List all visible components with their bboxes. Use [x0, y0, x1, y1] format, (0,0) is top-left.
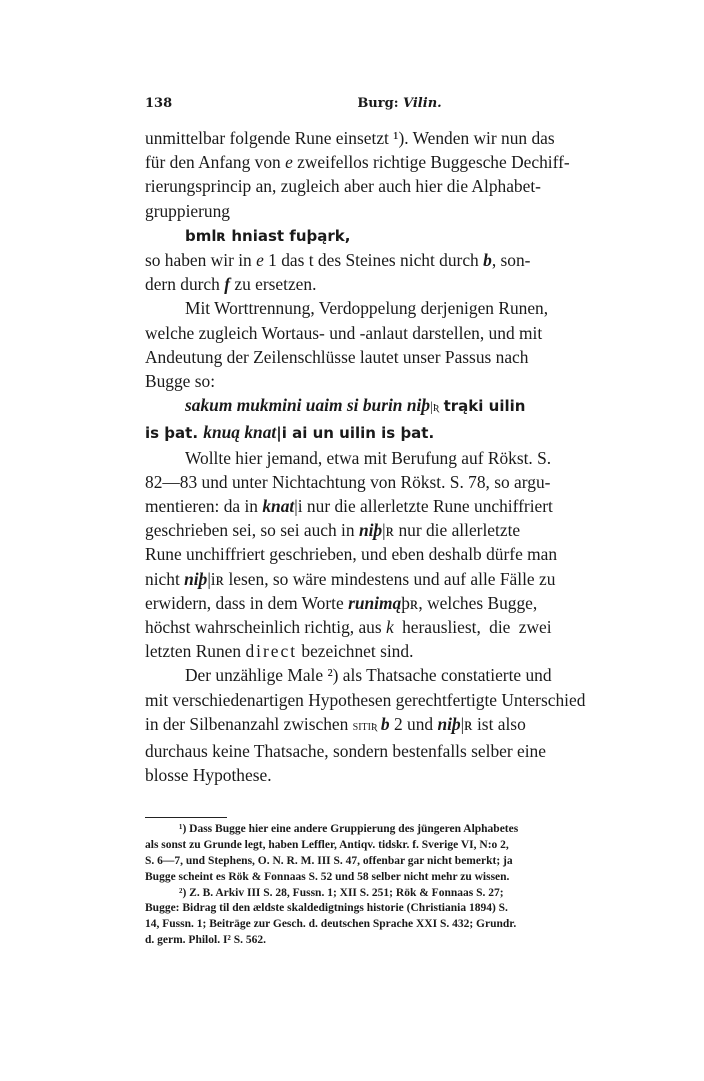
- running-title: Burg: Vilin.: [357, 96, 442, 111]
- text-line: Der unzählige Male ²) als Thatsache constatierte und: [185, 665, 552, 686]
- rune-letter: b: [380, 713, 390, 734]
- text-run: bezeichnet sind.: [297, 641, 414, 662]
- transcription-run: |ʀ: [430, 400, 439, 416]
- text-line: [145, 518, 654, 542]
- paragraph: [145, 446, 654, 664]
- text-run: |i nur die allerletzte Rune unchiffriert: [294, 496, 553, 517]
- footnote-line: Bugge scheint es Rök & Fonnaas S. 52 und 58 selber nicht mehr zu wissen.: [145, 870, 510, 883]
- italic-letter: e: [256, 250, 264, 271]
- runic-alphabet: bmlʀ hniast fuþąrk,: [185, 226, 351, 245]
- italic-letter: e: [285, 152, 293, 173]
- text-run: höchst wahrscheinlich richtig, aus: [145, 617, 386, 638]
- text-line: [145, 420, 654, 445]
- runic-transcription: [145, 393, 654, 445]
- text-line: Andeutung der Zeilenschlüsse lautet unser Passus nach: [145, 346, 529, 367]
- rune-letter: f: [224, 274, 230, 295]
- footnote-line: 14, Fussn. 1; Beiträge zur Gesch. d. deutschen Sprache XXI S. 432; Grundr.: [145, 918, 517, 931]
- text-line: Wollte hier jemand, etwa mit Berufung auf Rökst. S.: [185, 447, 552, 468]
- text-line: [145, 248, 654, 272]
- paragraph: [145, 663, 654, 787]
- text-line: Rune unchiffriert geschrieben, und eben deshalb dürfe man: [145, 544, 558, 565]
- transcription-run: |i ai un uilin is þat.: [276, 424, 435, 443]
- transcription-run: trąki uilin: [438, 397, 526, 416]
- paragraph: [145, 248, 654, 296]
- text-line: Mit Worttrennung, Verdoppelung derjenigen Runen,: [185, 298, 549, 319]
- spaced-word: direct: [245, 641, 298, 662]
- text-line: [145, 494, 654, 518]
- text-line: [145, 272, 654, 296]
- page-number: 138: [145, 96, 173, 111]
- transcription-run: knuą knat: [203, 422, 277, 443]
- text-line: durchaus keine Thatsache, sondern bestenfalls selber eine: [145, 741, 546, 762]
- rune-word: niþ: [358, 520, 383, 541]
- transcription-run: sakum mukmini uaim si burin niþ: [185, 395, 431, 416]
- text-run: letzten Runen: [145, 641, 246, 662]
- transcription-run: is þat.: [145, 424, 204, 443]
- text-run: herausliest, die zwei: [393, 617, 552, 638]
- text-run: dern durch: [145, 274, 225, 295]
- text-run: þʀ, welches Bugge,: [401, 592, 538, 613]
- paragraph: [145, 296, 654, 393]
- footnote-rule: [145, 817, 227, 818]
- running-header: [145, 96, 654, 118]
- text-run: so haben wir in: [145, 250, 257, 271]
- text-line: 82—83 und unter Nichtachtung von Rökst. S. 78, so argu-: [145, 471, 551, 492]
- text-line: blosse Hypothese.: [145, 765, 272, 786]
- text-line: mit verschiedenartigen Hypothesen gerechtfertigte Unterschied: [145, 689, 586, 710]
- footnote-1: [145, 822, 654, 885]
- rune-letter: b: [483, 250, 492, 271]
- text-line: gruppierung: [145, 200, 231, 221]
- text-line: unmittelbar folgende Rune einsetzt ¹). Wenden wir nun das: [145, 128, 555, 148]
- paragraph: [145, 126, 654, 223]
- text-run: erwidern, dass in dem Worte: [145, 592, 349, 613]
- text-run: zweifellos richtige Buggesche Dechiff-: [292, 152, 570, 173]
- text-line: [145, 393, 654, 420]
- footnote-2: [145, 886, 654, 949]
- text-run: geschrieben sei, so sei auch in: [145, 520, 359, 541]
- italic-letter: k: [386, 617, 394, 638]
- text-run: |ʀ ist also: [460, 713, 526, 734]
- text-line: Bugge so:: [145, 371, 216, 392]
- footnote-line: ¹) Dass Bugge hier eine andere Gruppierung des jüngeren Alphabetes: [179, 823, 519, 836]
- text-line: [145, 567, 654, 591]
- text-line: welche zugleich Wortaus- und -anlaut darstellen, und mit: [145, 322, 543, 343]
- text-line: rierungsprincip an, zugleich aber auch hier die Alphabet-: [145, 176, 541, 197]
- rune-word: runimą: [348, 592, 402, 613]
- footnote-line: als sonst zu Grunde legt, haben Leffler, Antiqv. tidskr. f. Sverige VI, N:o 2,: [145, 839, 509, 852]
- footnote-line: ²) Z. B. Arkiv III S. 28, Fussn. 1; XII S. 251; Rök & Fonnaas S. 27;: [179, 886, 504, 899]
- text-run: nicht: [145, 568, 185, 589]
- text-line: [145, 615, 654, 639]
- text-run: 2 und: [389, 713, 438, 734]
- text-line: [145, 639, 654, 663]
- footnote-line: S. 6—7, und Stephens, O. N. R. M. III S. 47, offenbar gar nicht bemerkt; ja: [145, 855, 513, 868]
- runic-alphabet-line: [145, 223, 654, 248]
- text-run: in der Silbenanzahl zwischen: [145, 713, 353, 734]
- text-run: 1 das t des Steines nicht durch: [263, 250, 484, 271]
- book-page: [145, 96, 654, 949]
- text-run: |iʀ lesen, so wäre mindestens und auf alle Fälle zu: [207, 568, 556, 589]
- rune-word: knat: [262, 496, 295, 517]
- text-run: , son-: [491, 250, 531, 271]
- text-run: |ʀ nur die allerletzte: [382, 520, 521, 541]
- main-text: [145, 126, 654, 787]
- rune-word: sitiʀ: [352, 718, 377, 734]
- text-line: [145, 712, 654, 739]
- text-run: zu ersetzen.: [230, 274, 317, 295]
- rune-word: niþ: [184, 568, 208, 589]
- rune-word: niþ: [437, 713, 461, 734]
- footnotes: [145, 822, 654, 948]
- text-line: [145, 591, 654, 615]
- text-line: [145, 150, 654, 174]
- text-run: für den Anfang von: [145, 152, 286, 173]
- text-run: mentieren: da in: [145, 496, 263, 517]
- footnote-line: Bugge: Bidrag til den ældste skaldedigtnings historie (Christiania 1894) S.: [145, 902, 508, 915]
- footnote-line: d. germ. Philol. I² S. 562.: [145, 934, 267, 947]
